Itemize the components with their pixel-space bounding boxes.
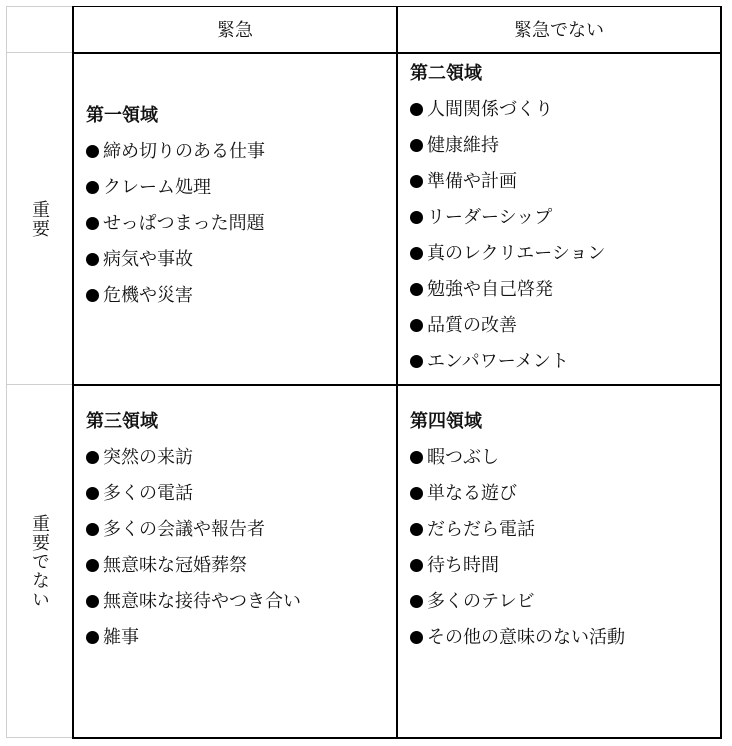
list-item: 多くの会議や報告者 [86,512,396,548]
grid-bottom-border-left [6,737,72,738]
list-item: せっぱつまった問題 [86,206,396,242]
grid-middle-divider-left [6,384,72,385]
quadrant-3 [74,404,396,656]
list-item: 多くの電話 [86,476,396,512]
list-item: 突然の来訪 [86,440,396,476]
list-item: 待ち時間 [410,548,720,584]
grid-top-left-border [6,6,72,7]
quadrant-4-list [410,440,720,656]
list-item: その他の意味のない活動 [410,620,720,656]
bullet-icon [410,283,423,296]
list-item: 真のレクリエーション [410,236,720,272]
bullet-icon [410,523,423,536]
bullet-icon [86,181,99,194]
quadrant-4-title: 第四領域 [410,411,482,432]
list-item: クレーム処理 [86,170,396,206]
header-not-urgent-label: 緊急でない [514,20,604,41]
bullet-icon [410,595,423,608]
quadrant-4 [398,404,720,656]
bullet-icon [410,451,423,464]
list-item: 勉強や自己啓発 [410,272,720,308]
grid-header-divider-left [6,52,72,53]
quadrant-1-list [86,134,396,314]
list-item: 品質の改善 [410,308,720,344]
bullet-icon [410,247,423,260]
bullet-icon [86,217,99,230]
list-item: エンパワーメント [410,344,720,380]
bullet-icon [86,487,99,500]
bullet-icon [86,595,99,608]
list-item: 無意味な接待やつき合い [86,584,396,620]
bullet-icon [410,139,423,152]
bullet-icon [410,355,423,368]
list-item: 人間関係づくり [410,92,720,128]
quadrant-2 [398,56,720,380]
quadrant-1-title: 第一領域 [86,105,158,126]
row-not-important-label: 重要でない [29,514,50,609]
bullet-icon [410,319,423,332]
quadrant-2-list [410,92,720,380]
header-urgent-label: 緊急 [217,20,253,41]
bullet-icon [86,253,99,266]
list-item: 健康維持 [410,128,720,164]
bullet-icon [410,211,423,224]
bullet-icon [86,559,99,572]
bullet-icon [410,487,423,500]
bullet-icon [86,523,99,536]
list-item: だらだら電話 [410,512,720,548]
header-urgent [74,6,396,52]
grid-right-border [720,6,722,739]
list-item: 雑事 [86,620,396,656]
list-item: 危機や災害 [86,278,396,314]
bullet-icon [410,559,423,572]
list-item: 多くのテレビ [410,584,720,620]
header-not-urgent [398,6,720,52]
quadrant-3-list [86,440,396,656]
list-item: 無意味な冠婚葬祭 [86,548,396,584]
bullet-icon [410,631,423,644]
quadrant-3-title: 第三領域 [86,411,158,432]
list-item: 暇つぶし [410,440,720,476]
row-important-label: 重要 [29,200,50,238]
bullet-icon [86,631,99,644]
list-item: 準備や計画 [410,164,720,200]
bullet-icon [410,175,423,188]
list-item: 単なる遊び [410,476,720,512]
quadrant-1 [74,98,396,314]
list-item: 締め切りのある仕事 [86,134,396,170]
row-not-important [6,386,72,737]
bullet-icon [86,289,99,302]
quadrant-2-title: 第二領域 [410,63,482,84]
list-item: 病気や事故 [86,242,396,278]
bullet-icon [86,145,99,158]
list-item: リーダーシップ [410,200,720,236]
bullet-icon [410,103,423,116]
row-important [6,54,72,384]
bullet-icon [86,451,99,464]
